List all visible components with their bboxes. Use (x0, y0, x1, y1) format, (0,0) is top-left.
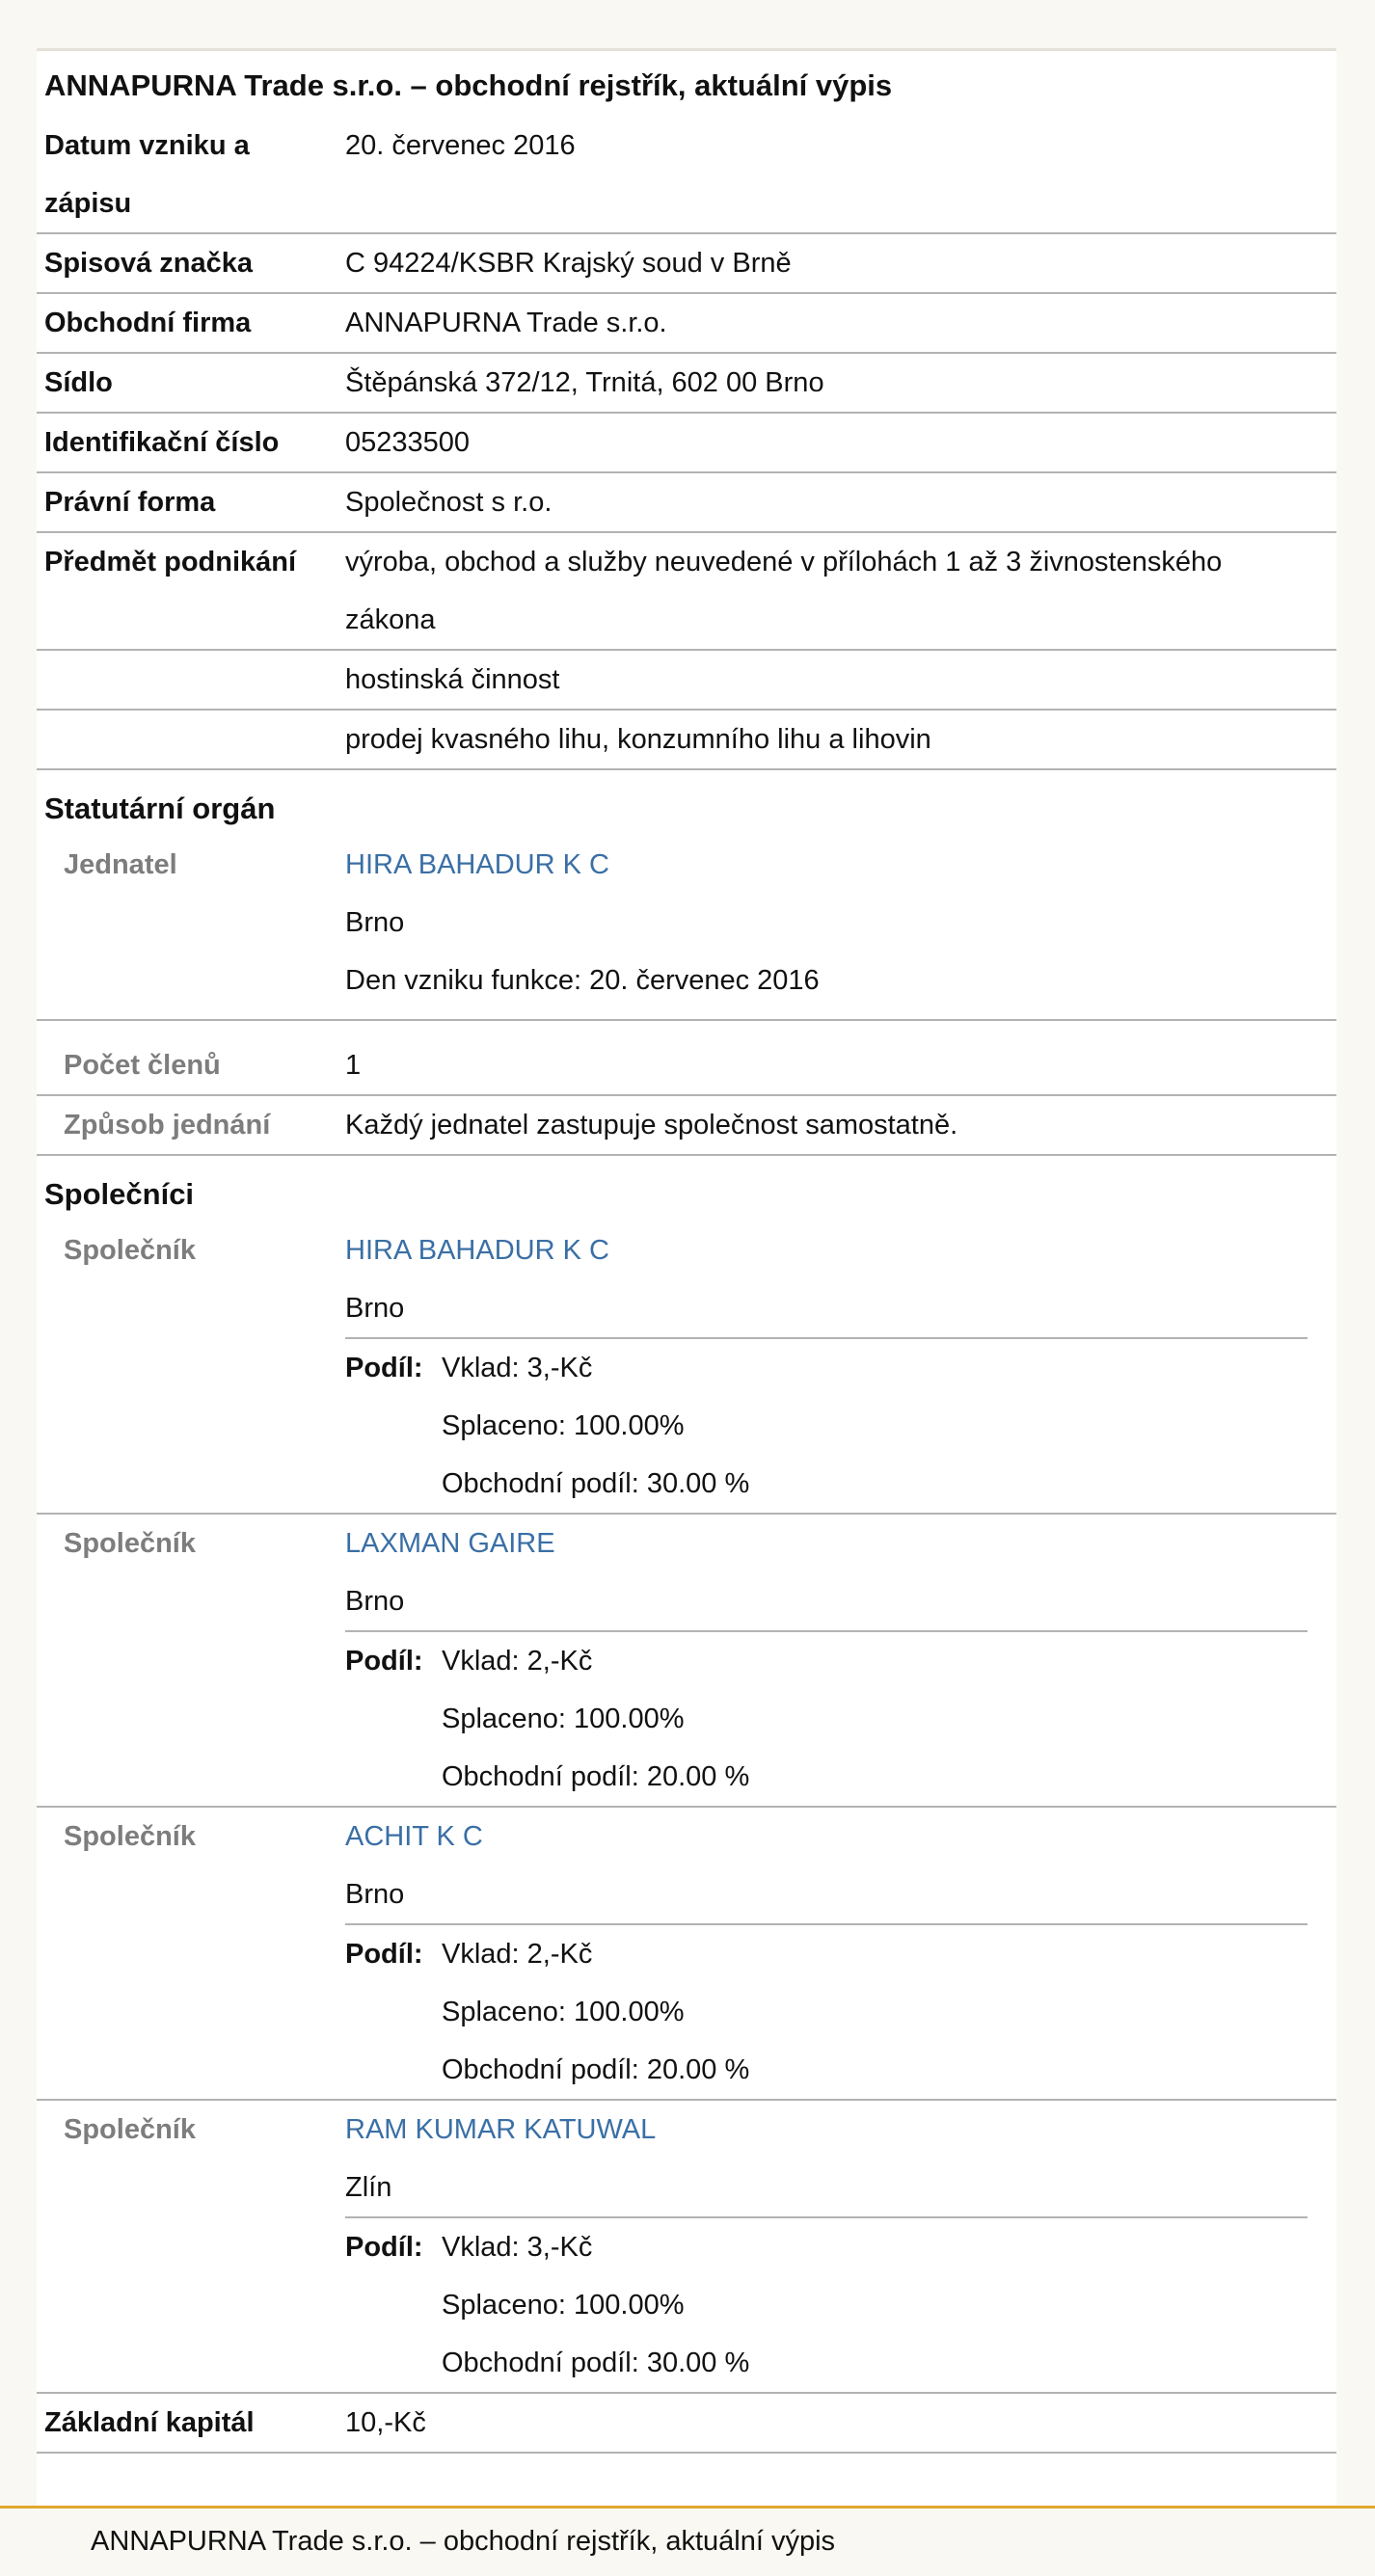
share-deposit: Vklad: 2,-Kč (442, 1646, 593, 1677)
function-start: Den vzniku funkce: 20. červenec 2016 (345, 965, 820, 996)
row-label: Identifikační číslo (44, 427, 280, 458)
section-heading-statutarni: Statutární orgán (44, 792, 276, 825)
row-pocet-clenu (37, 1036, 1336, 1096)
share-label: Podíl: (345, 1939, 423, 1970)
row-spolecnik (37, 1515, 1336, 1808)
row-value: Štěpánská 372/12, Trnitá, 602 00 Brno (345, 367, 824, 398)
predmet-item: hostinská činnost (345, 664, 560, 695)
row-value: Každý jednatel zastupuje společnost samostatně. (345, 1110, 958, 1140)
row-label: Sídlo (44, 367, 113, 398)
row-value (345, 533, 1336, 649)
row-label: Spisová značka (44, 248, 253, 279)
share-details (442, 1339, 749, 1513)
person-link[interactable]: LAXMAN GAIRE (345, 1528, 555, 1559)
row-value: Společnost s r.o. (345, 487, 553, 518)
row-label (37, 117, 345, 232)
row-value: 10,-Kč (345, 2407, 426, 2438)
share-paid: Splaceno: 100.00% (442, 1997, 685, 2027)
person-city: Brno (345, 1879, 405, 1910)
row-sidlo (37, 354, 1336, 414)
share-paid: Splaceno: 100.00% (442, 1704, 685, 1734)
row-obchodni-firma (37, 294, 1336, 354)
spacer (37, 1021, 1336, 1036)
page-title: ANNAPURNA Trade s.r.o. – obchodní rejstřík, aktuální výpis (44, 68, 893, 102)
row-value: C 94224/KSBR Krajský soud v Brně (345, 248, 792, 279)
person-city: Zlín (345, 2172, 392, 2203)
row-value: 1 (345, 1050, 362, 1081)
row-value (345, 1515, 1336, 1806)
row-label: Jednatel (64, 849, 177, 880)
share-block (345, 2216, 1308, 2392)
person-link[interactable]: RAM KUMAR KATUWAL (345, 2114, 657, 2145)
row-predmet-podnikani-2 (37, 651, 1336, 711)
row-label-empty (37, 711, 345, 768)
share-percent: Obchodní podíl: 30.00 % (442, 1468, 750, 1499)
row-label: Společník (64, 2114, 196, 2145)
row-label: Společník (64, 1821, 196, 1852)
footer-title: ANNAPURNA Trade s.r.o. – obchodní rejstřík, aktuální výpis (91, 2526, 836, 2557)
share-block (345, 1337, 1308, 1513)
row-value: 20. červenec 2016 (345, 130, 576, 161)
label-datum: Datum vzniku a zápisu (44, 130, 250, 219)
share-deposit: Vklad: 3,-Kč (442, 2232, 593, 2263)
share-deposit: Vklad: 3,-Kč (442, 1353, 593, 1383)
row-datum-vzniku (37, 117, 1336, 234)
row-label: Základní kapitál (44, 2407, 255, 2438)
share-block (345, 1630, 1308, 1806)
registry-extract (37, 48, 1336, 2509)
person-city: Brno (345, 1293, 405, 1324)
row-label: Obchodní firma (44, 308, 252, 338)
share-deposit: Vklad: 2,-Kč (442, 1939, 593, 1970)
row-value: ANNAPURNA Trade s.r.o. (345, 308, 667, 338)
person-link[interactable]: HIRA BAHADUR K C (345, 1235, 609, 1266)
share-label: Podíl: (345, 1353, 423, 1383)
row-jednatel (37, 836, 1336, 1021)
row-label: Způsob jednání (64, 1110, 271, 1140)
row-label: Společník (64, 1528, 196, 1559)
person-city: Brno (345, 1586, 405, 1617)
row-label: Počet členů (64, 1050, 221, 1081)
person-link[interactable]: HIRA BAHADUR K C (345, 849, 609, 880)
row-predmet-podnikani-3 (37, 711, 1336, 770)
share-percent: Obchodní podíl: 30.00 % (442, 2348, 750, 2378)
row-value (345, 1808, 1336, 2099)
row-value (345, 1221, 1336, 1513)
share-details (442, 1925, 749, 2099)
share-block (345, 1923, 1308, 2099)
row-spolecnik (37, 2101, 1336, 2394)
row-value: 05233500 (345, 427, 471, 458)
row-spolecnik (37, 1221, 1336, 1515)
share-details (442, 1632, 749, 1806)
row-zpusob-jednani (37, 1096, 1336, 1156)
share-details (442, 2218, 749, 2392)
share-label: Podíl: (345, 2232, 423, 2263)
person-city: Brno (345, 907, 405, 938)
row-zakladni-kapital (37, 2394, 1336, 2454)
row-spisova-znacka (37, 234, 1336, 294)
row-predmet-podnikani (37, 533, 1336, 651)
share-paid: Splaceno: 100.00% (442, 2290, 685, 2321)
row-label: Právní forma (44, 487, 216, 518)
row-spolecnik (37, 1808, 1336, 2101)
share-percent: Obchodní podíl: 20.00 % (442, 1761, 750, 1792)
row-label-empty (37, 651, 345, 709)
row-label: Společník (64, 1235, 196, 1266)
share-paid: Splaceno: 100.00% (442, 1410, 685, 1441)
row-label: Předmět podnikání (44, 547, 297, 577)
share-percent: Obchodní podíl: 20.00 % (442, 2054, 750, 2085)
predmet-item: prodej kvasného lihu, konzumního lihu a lihovin (345, 724, 931, 755)
section-heading-spolecnici: Společníci (44, 1177, 195, 1211)
share-label: Podíl: (345, 1646, 423, 1677)
person-link[interactable]: ACHIT K C (345, 1821, 483, 1852)
row-pravni-forma (37, 473, 1336, 533)
predmet-item: výroba, obchod a služby neuvedené v přílohách 1 až 3 živnostenského zákona (345, 547, 1223, 635)
row-value (345, 2101, 1336, 2392)
row-ico (37, 414, 1336, 473)
page-footer (0, 2506, 1375, 2576)
row-value (345, 836, 1336, 1009)
